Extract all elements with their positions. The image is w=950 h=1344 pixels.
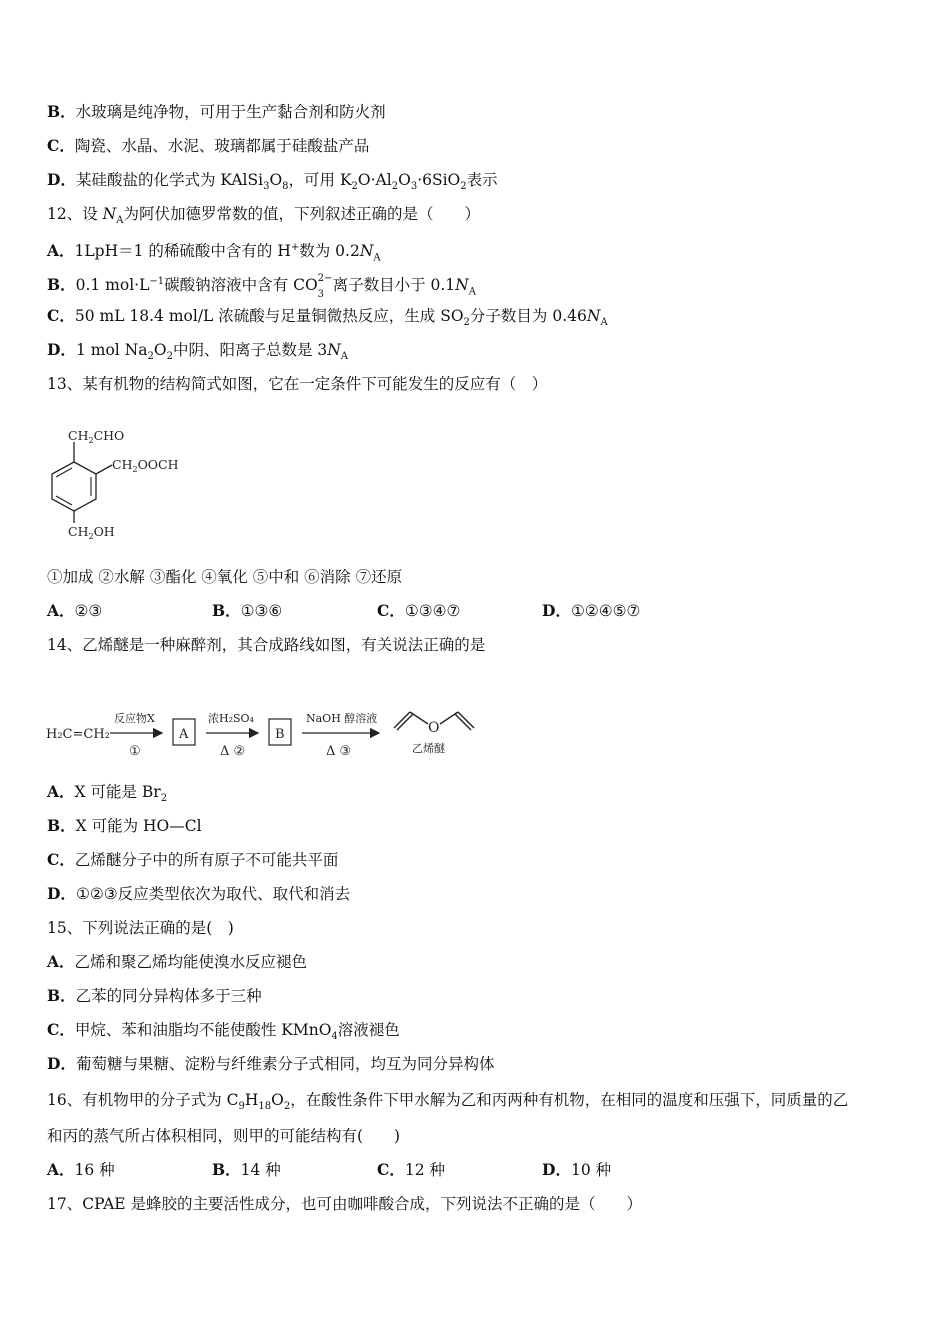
q14-option-b: B．X 可能为 HO—Cl bbox=[47, 816, 202, 835]
substituent-bottom: $CH_2OH$ bbox=[68, 524, 115, 541]
q11-option-b bbox=[47, 102, 386, 122]
q11-option-d bbox=[47, 170, 498, 197]
structure-diagram bbox=[44, 422, 194, 550]
q15-option-c: C．甲烷、苯和油脂均不能使酸性 KMnO$_4$溶液褪色 bbox=[47, 1020, 400, 1043]
q13-reactions: ①加成 ②水解 ③酯化 ④氧化 ⑤中和 ⑥消除 ⑦还原 bbox=[47, 568, 403, 586]
option-label: B． bbox=[47, 102, 76, 121]
option-label: C． bbox=[47, 306, 75, 325]
step2-condition: Δ ② bbox=[220, 744, 246, 759]
q16-stem-line2: 和丙的蒸气所占体积相同，则甲的可能结构有( ) bbox=[47, 1127, 401, 1145]
product-name: 乙烯醚 bbox=[412, 742, 445, 755]
q11-option-c bbox=[47, 136, 369, 156]
synthesis-route bbox=[44, 700, 484, 764]
q16-option-a: A．16 种 bbox=[47, 1160, 115, 1179]
q15-option-b: B．乙苯的同分异构体多于三种 bbox=[47, 986, 262, 1005]
q13-option-b: B．①③⑥ bbox=[212, 601, 283, 620]
q16-stem-line1: 16、有机物甲的分子式为 $C_9H_{18}O_2$，在酸性条件下甲水解为乙和丙两种有机物，在相同的温度和压强下，同质量的乙 bbox=[47, 1091, 849, 1113]
q14-stem: 14、乙烯醚是一种麻醉剂，其合成路线如图，有关说法正确的是 bbox=[47, 636, 486, 654]
q12-option-a: A．1LpH＝1 的稀硫酸中含有的 H+数为 $0.2N_A$ bbox=[47, 241, 381, 264]
option-text: 陶瓷、水晶、水泥、玻璃都属于硅酸盐产品 bbox=[74, 137, 370, 155]
q17-stem: 17、CPAE 是蜂胶的主要活性成分，也可由咖啡酸合成，下列说法不正确的是（ ） bbox=[47, 1195, 643, 1213]
benzene-ring bbox=[52, 462, 96, 511]
option-label: D． bbox=[47, 340, 76, 359]
intermediate-b: B bbox=[275, 727, 285, 742]
step3-condition: Δ ③ bbox=[326, 744, 352, 759]
q12-option-d: D．1 mol $Na_2O_2$中阴、阳离子总数是 $3N_A$ bbox=[47, 340, 349, 363]
q12-stem: 12、设 $N_A$为阿伏加德罗常数的值，下列叙述正确的是（ ） bbox=[47, 205, 480, 227]
q13-stem: 13、某有机物的结构简式如图，它在一定条件下可能发生的反应有（ ） bbox=[47, 375, 548, 393]
substituent-right: $CH_2OOCH$ bbox=[112, 457, 179, 474]
step1-reagent: 反应物X bbox=[114, 712, 155, 725]
q15-option-a: A．乙烯和聚乙烯均能使溴水反应褪色 bbox=[47, 952, 308, 971]
option-label: B． bbox=[47, 275, 76, 295]
reactant-ethylene: H₂C=CH₂ bbox=[46, 727, 110, 742]
option-text: 水玻璃是纯净物，可用于生产黏合剂和防火剂 bbox=[75, 103, 386, 121]
q12-option-c: C．50 mL 18.4 mol/L 浓硫酸与足量铜微热反应，生成 $SO_2$分子数目为 $0.46N_A$ bbox=[47, 306, 608, 329]
q16-option-c: C．12 种 bbox=[377, 1160, 445, 1179]
q13-option-c: C．①③④⑦ bbox=[377, 601, 461, 620]
q12-option-b: B．0.1 $mol\cdot L^{-1}$碳酸钠溶液中含有 CO 2− 3 离子数目小于 $0.1N_A$ bbox=[47, 273, 476, 301]
q13-option-d: D．①②④⑤⑦ bbox=[542, 601, 641, 620]
q16-option-b: B．14 种 bbox=[212, 1160, 281, 1179]
option-label: D． bbox=[47, 170, 76, 189]
q14-option-d: D．①②③反应类型依次为取代、取代和消去 bbox=[47, 884, 351, 903]
option-label: A． bbox=[47, 241, 75, 261]
q14-option-c: C．乙烯醚分子中的所有原子不可能共平面 bbox=[47, 850, 339, 869]
option-text: 某硅酸盐的化学式为 $KAlSi_3O_8$，可用 $K_2O\cdot Al_2O_3\cdot 6SiO_2$表示 bbox=[75, 171, 498, 193]
substituent-top: $CH_2CHO$ bbox=[68, 428, 125, 445]
q13-option-a: A．②③ bbox=[47, 601, 103, 620]
q15-option-d: D．葡萄糖与果糖、淀粉与纤维素分子式相同，均互为同分异构体 bbox=[47, 1054, 495, 1073]
step1-number: ① bbox=[129, 744, 141, 759]
step2-reagent: 浓H₂SO₄ bbox=[208, 712, 254, 725]
step3-reagent: NaOH 醇溶液 bbox=[306, 712, 378, 725]
q15-stem: 15、下列说法正确的是( ) bbox=[47, 919, 234, 937]
q14-option-a: A．X 可能是 $Br_2$ bbox=[47, 782, 168, 805]
option-label: C． bbox=[47, 136, 75, 155]
q16-option-d: D．10 种 bbox=[542, 1160, 612, 1179]
ether-oxygen: O bbox=[428, 720, 440, 736]
intermediate-a: A bbox=[179, 727, 189, 742]
